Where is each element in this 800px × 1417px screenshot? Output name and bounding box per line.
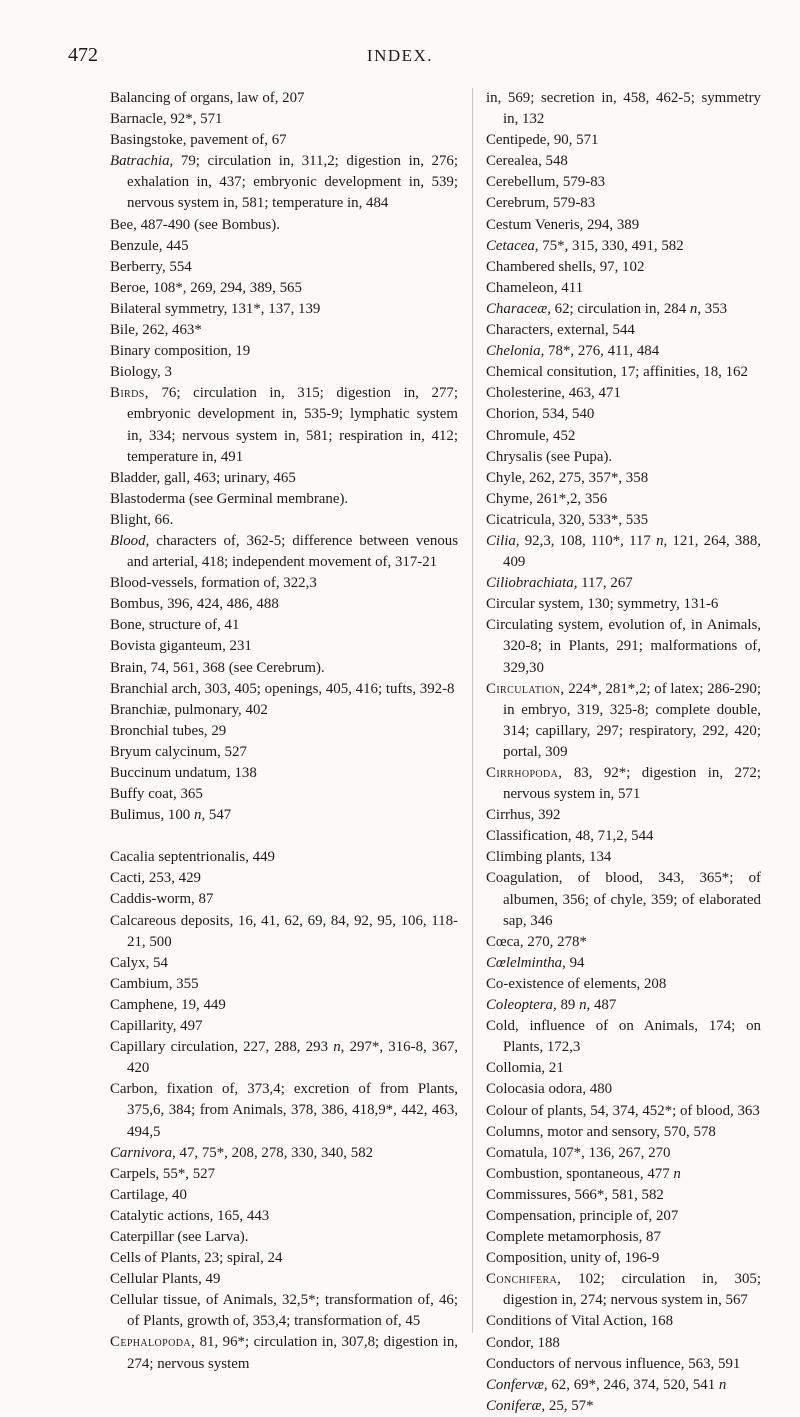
entry-text: Chrysalis (see Pupa).: [486, 448, 613, 465]
entry-text: Combustion, spontaneous, 477: [486, 1165, 674, 1182]
index-entry: [486, 320, 761, 341]
entry-text: Caterpillar (see Larva).: [110, 1228, 249, 1245]
entry-text: Coleoptera,: [486, 997, 557, 1014]
entry-text: Cestum Veneris, 294, 389: [486, 216, 640, 233]
index-entry: [486, 468, 761, 489]
index-entry: [486, 1269, 761, 1311]
index-entry: [110, 889, 458, 910]
index-entry: [486, 679, 761, 763]
entry-text: Calyx, 54: [110, 954, 168, 971]
entry-text: 92,3, 108, 110*, 117: [519, 532, 657, 549]
entry-text: Cambium, 355: [110, 975, 199, 992]
entry-text: Chemical consitution, 17; affinities, 18, 162: [486, 364, 748, 381]
index-entry: [486, 1396, 761, 1417]
entry-text: Chameleon, 411: [486, 279, 584, 296]
index-entry: [110, 151, 458, 214]
entry-text: Blastoderma (see Germinal membrane).: [110, 490, 349, 507]
entry-text: Cacti, 253, 429: [110, 870, 201, 887]
index-entry: [110, 1016, 458, 1037]
entry-text: Cerebrum, 579-83: [486, 195, 596, 212]
entry-text: Blight, 66.: [110, 511, 174, 528]
entry-text: Classification, 48, 71,2, 544: [486, 828, 654, 845]
index-entry: [110, 1164, 458, 1185]
index-entry: [486, 130, 761, 151]
entry-text: Centipede, 90, 571: [486, 132, 599, 149]
entry-text: Condor, 188: [486, 1334, 560, 1351]
index-entry: [110, 362, 458, 383]
index-entry: [110, 615, 458, 636]
entry-text: Cœca, 270, 278*: [486, 933, 587, 950]
index-entry: [110, 257, 458, 278]
index-entry: [110, 1143, 458, 1164]
entry-text: Cartilage, 40: [110, 1186, 187, 1203]
entry-text: Ciliobrachiata,: [486, 575, 578, 592]
entry-text: Beroe, 108*, 269, 294, 389, 565: [110, 279, 302, 296]
index-entry: [486, 995, 761, 1016]
index-entry: [110, 868, 458, 889]
entry-text: Cerealea, 548: [486, 153, 568, 170]
index-entry: [486, 847, 761, 868]
entry-text: Capillarity, 497: [110, 1018, 203, 1035]
index-entry: [486, 531, 761, 573]
entry-text: Cirrhopoda,: [486, 765, 563, 781]
entry-text: Co-existence of elements, 208: [486, 975, 667, 992]
entry-text: Balancing of organs, law of, 207: [110, 90, 305, 106]
index-entry: [486, 1058, 761, 1079]
entry-text: Cholesterine, 463, 471: [486, 385, 621, 402]
entry-text: Benzule, 445: [110, 237, 189, 254]
index-entry: [486, 447, 761, 468]
index-entry: [110, 679, 458, 700]
index-entry: [110, 468, 458, 489]
entry-text: 79; circulation in, 311,2; digestion in, 276; exhalation in, 437; embryonic development in, 539; nervous system in, 581; temperature in, 484: [127, 153, 458, 212]
entry-text: Chromule, 452: [486, 427, 576, 444]
index-entry: [110, 236, 458, 257]
index-entry: [110, 911, 458, 953]
index-entry: [110, 299, 458, 320]
entry-text: Circular system, 130; symmetry, 131-6: [486, 596, 719, 613]
entry-text: Columns, motor and sensory, 570, 578: [486, 1123, 716, 1140]
entry-text: 102; circulation in, 305; digestion in, 274; nervous system in, 567: [503, 1271, 761, 1309]
index-entry: [486, 1122, 761, 1143]
index-entry: [110, 784, 458, 805]
entry-text: Carnivora,: [110, 1144, 176, 1161]
entry-text: Cellular Plants, 49: [110, 1271, 221, 1288]
index-entry: [486, 299, 761, 320]
entry-text: Confervæ,: [486, 1376, 548, 1393]
index-entry: [110, 88, 458, 109]
entry-text: 94: [565, 954, 585, 971]
entry-text: 76; circulation in, 315; digestion in, 277; embryonic development in, 535-9; lymphatic system in, 334; nervous system in, 581; respiration in, 412; temperature in, 491: [127, 385, 458, 465]
index-entry: [110, 383, 458, 467]
index-entry: [110, 320, 458, 341]
entry-text: Branchial arch, 303, 405; openings, 405, 416; tufts, 392-8: [110, 680, 455, 697]
entry-text: Collomia, 21: [486, 1060, 564, 1077]
entry-text: 81, 96*; circulation in, 307,8; digestion in, 274; nervous system: [127, 1334, 458, 1372]
entry-text: Blood,: [110, 532, 150, 549]
entry-text: Cilia,: [486, 532, 520, 549]
index-entry: [486, 362, 761, 383]
index-entry: [110, 1206, 458, 1227]
index-entry: [486, 594, 761, 615]
index-entry: [486, 1333, 761, 1354]
column-divider: [472, 88, 473, 1333]
entry-text: Cetacea,: [486, 237, 539, 254]
entry-text: Bovista giganteum, 231: [110, 638, 252, 655]
entry-text: Chambered shells, 97, 102: [486, 258, 645, 275]
entry-text: Carpels, 55*, 527: [110, 1165, 216, 1182]
index-entry: [110, 658, 458, 679]
entry-text: Bryum calycinum, 527: [110, 743, 247, 760]
entry-text: Biology, 3: [110, 364, 172, 381]
entry-text: Cold, influence of on Animals, 174; on Plants, 172,3: [486, 1018, 761, 1056]
entry-text: Buffy coat, 365: [110, 786, 203, 803]
entry-text: Berberry, 554: [110, 258, 192, 275]
entry-text: Circulating system, evolution of, in Animals, 320-8; in Plants, 291; malformations of, 329,30: [486, 617, 761, 676]
entry-text: Brain, 74, 561, 368 (see Cerebrum).: [110, 659, 325, 676]
entry-text: Birds,: [110, 385, 149, 402]
entry-text: Cellular tissue, of Animals, 32,5*; transformation of, 46; of Plants, growth of, 353,4; transformation of, 45: [110, 1292, 458, 1330]
index-entry: [110, 489, 458, 510]
entry-text: n: [673, 1165, 681, 1182]
entry-text: Chorion, 534, 540: [486, 406, 595, 423]
entry-text: 47, 75*, 208, 278, 330, 340, 582: [175, 1144, 374, 1161]
entry-text: n: [193, 807, 202, 824]
entry-text: Cacalia septentrionalis, 449: [110, 849, 275, 866]
index-entry: [110, 215, 458, 236]
index-entry: [486, 172, 761, 193]
entry-text: Conductors of nervous influence, 563, 591: [486, 1355, 741, 1372]
index-entry: [486, 763, 761, 805]
entry-text: , 121, 264, 388, 409: [503, 532, 761, 571]
page-number: 472: [68, 44, 98, 66]
entry-text: 62, 69*, 246, 374, 520, 541: [547, 1376, 719, 1393]
index-entry: [486, 383, 761, 404]
entry-text: Cephalopoda,: [110, 1334, 196, 1351]
entry-text: Conditions of Vital Action, 168: [486, 1313, 674, 1330]
entry-text: , 353: [697, 300, 728, 317]
entry-text: Conchifera,: [486, 1271, 562, 1288]
index-entry: [486, 1375, 761, 1396]
index-entry: [486, 1164, 761, 1185]
index-entry: [486, 426, 761, 447]
index-column-right: [486, 88, 761, 1417]
entry-text: Cœlelmintha,: [486, 954, 566, 971]
index-entry: [110, 109, 458, 130]
entry-text: 89: [556, 997, 580, 1014]
index-entry: [110, 130, 458, 151]
entry-text: Compensation, principle of, 207: [486, 1207, 679, 1224]
index-column-left: [110, 88, 458, 1375]
index-entry: [110, 594, 458, 615]
entry-text: 75*, 315, 330, 491, 582: [538, 237, 684, 254]
entry-text: n: [333, 1039, 341, 1056]
index-entry: [110, 1269, 458, 1290]
index-entry: [486, 932, 761, 953]
page-header: [0, 44, 800, 74]
index-entry: [486, 805, 761, 826]
entry-text: Bilateral symmetry, 131*, 137, 139: [110, 300, 321, 317]
index-entry: [110, 974, 458, 995]
index-entry: [486, 573, 761, 594]
entry-text: Cerebellum, 579-83: [486, 174, 606, 191]
index-entry: [110, 721, 458, 742]
index-entry: [110, 278, 458, 299]
index-entry: [110, 742, 458, 763]
index-entry: [110, 700, 458, 721]
entry-text: Capillary circulation, 227, 288, 293: [110, 1039, 334, 1056]
index-entry: [486, 404, 761, 425]
entry-text: Circulation,: [486, 680, 565, 697]
index-entry: [110, 805, 458, 826]
index-entry: [486, 510, 761, 531]
index-entry: [486, 1101, 761, 1122]
entry-text: Basingstoke, pavement of, 67: [110, 132, 287, 149]
index-entry: [110, 847, 458, 868]
entry-text: Branchiæ, pulmonary, 402: [110, 701, 268, 718]
entry-text: Bone, structure of, 41: [110, 617, 240, 634]
index-entry: [486, 1206, 761, 1227]
index-entry: [486, 826, 761, 847]
letter-gap: [110, 826, 458, 847]
entry-text: 25, 57*: [545, 1397, 594, 1414]
entry-text: Chelonia,: [486, 343, 545, 360]
index-entry: [486, 1185, 761, 1206]
index-entry: [110, 636, 458, 657]
entry-text: Camphene, 19, 449: [110, 996, 226, 1013]
entry-text: 224*, 281*,2; of latex; 286-290; in embryo, 319, 325-8; complete double, 314; capillary, 297; respiratory, 292, 420; portal, 309: [503, 680, 761, 760]
entry-text: Buccinum undatum, 138: [110, 765, 257, 781]
index-entry: [486, 88, 761, 130]
entry-text: Caddis-worm, 87: [110, 891, 214, 908]
index-entry: [110, 1290, 458, 1332]
entry-text: Calcareous deposits, 16, 41, 62, 69, 84, 92, 95, 106, 118-21, 500: [110, 912, 458, 950]
running-title: INDEX.: [366, 46, 434, 65]
entry-text: Coniferæ,: [486, 1397, 546, 1414]
entry-text: Commissures, 566*, 581, 582: [486, 1186, 664, 1203]
index-entry: [486, 868, 761, 931]
index-entry: [486, 1311, 761, 1332]
entry-text: Bile, 262, 463*: [110, 322, 202, 339]
index-entry: [110, 1079, 458, 1142]
entry-text: Comatula, 107*, 136, 267, 270: [486, 1144, 671, 1161]
index-entry: [110, 1332, 458, 1374]
entry-text: Characters, external, 544: [486, 322, 635, 339]
index-entry: [110, 510, 458, 531]
entry-text: Coagulation, of blood, 343, 365*; of albumen, 356; of chyle, 359; of elaborated sap, 346: [486, 870, 761, 929]
index-entry: [110, 341, 458, 362]
entry-text: n: [579, 997, 587, 1014]
index-entry: [110, 531, 458, 573]
entry-text: characters of, 362-5; difference between venous and arterial, 418; independent movement of, 317-21: [127, 532, 458, 571]
index-entry: [486, 151, 761, 172]
entry-text: Colocasia odora, 480: [486, 1081, 613, 1098]
entry-text: Bombus, 396, 424, 486, 488: [110, 596, 279, 613]
index-entry: [486, 974, 761, 995]
index-entry: [110, 763, 458, 784]
index-entry: [110, 995, 458, 1016]
entry-text: Cirrhus, 392: [486, 807, 561, 824]
entry-text: , 297*, 316-8, 367, 420: [127, 1039, 458, 1077]
entry-text: Characeæ,: [486, 300, 551, 317]
index-entry: [486, 1354, 761, 1375]
entry-text: Bronchial tubes, 29: [110, 722, 227, 739]
entry-text: , 547: [201, 807, 232, 824]
index-entry: [486, 1079, 761, 1100]
index-entry: [486, 215, 761, 236]
entry-text: 78*, 276, 411, 484: [544, 343, 660, 360]
entry-text: , 487: [586, 997, 617, 1014]
entry-text: 117, 267: [577, 575, 633, 592]
entry-text: Cells of Plants, 23; spiral, 24: [110, 1250, 283, 1267]
entry-text: Cicatricula, 320, 533*, 535: [486, 511, 649, 528]
entry-text: 62; circulation in, 284: [550, 300, 690, 317]
index-entry: [486, 236, 761, 257]
entry-text: 83, 92*; digestion in, 272; nervous system in, 571: [503, 765, 761, 803]
entry-text: Composition, unity of, 196-9: [486, 1250, 660, 1267]
index-entry: [486, 1248, 761, 1269]
index-entry: [486, 278, 761, 299]
index-entry: [486, 1016, 761, 1058]
entry-text: Batrachia,: [110, 153, 174, 170]
entry-text: Binary composition, 19: [110, 343, 251, 360]
index-entry: [110, 1037, 458, 1079]
entry-text: Colour of plants, 54, 374, 452*; of blood, 363: [486, 1102, 760, 1119]
index-entry: [486, 193, 761, 214]
entry-text: Climbing plants, 134: [486, 849, 612, 866]
index-entry: [486, 341, 761, 362]
index-entry: [486, 615, 761, 678]
index-entry: [110, 573, 458, 594]
entry-text: in, 569; secretion in, 458, 462-5; symmetry in, 132: [486, 90, 761, 128]
entry-text: Barnacle, 92*, 571: [110, 111, 223, 128]
entry-text: Bladder, gall, 463; urinary, 465: [110, 469, 296, 486]
entry-text: n: [656, 532, 664, 549]
index-entry: [486, 257, 761, 278]
index-entry: [486, 953, 761, 974]
index-entry: [110, 953, 458, 974]
entry-text: Bulimus, 100: [110, 807, 194, 824]
entry-text: Catalytic actions, 165, 443: [110, 1207, 270, 1224]
index-entry: [110, 1248, 458, 1269]
index-entry: [486, 1227, 761, 1248]
index-entry: [486, 489, 761, 510]
index-entry: [110, 1185, 458, 1206]
entry-text: Complete metamorphosis, 87: [486, 1229, 661, 1246]
entry-text: Chyle, 262, 275, 357*, 358: [486, 469, 649, 486]
index-entry: [110, 1227, 458, 1248]
entry-text: Blood-vessels, formation of, 322,3: [110, 575, 317, 592]
entry-text: Chyme, 261*,2, 356: [486, 490, 608, 507]
entry-text: n: [689, 300, 698, 317]
index-entry: [486, 1143, 761, 1164]
entry-text: n: [718, 1376, 727, 1393]
entry-text: Bee, 487-490 (see Bombus).: [110, 216, 280, 233]
entry-text: Carbon, fixation of, 373,4; excretion of from Plants, 375,6, 384; from Animals, 378, 386, 418,9*, 442, 463, 494,5: [110, 1081, 458, 1140]
